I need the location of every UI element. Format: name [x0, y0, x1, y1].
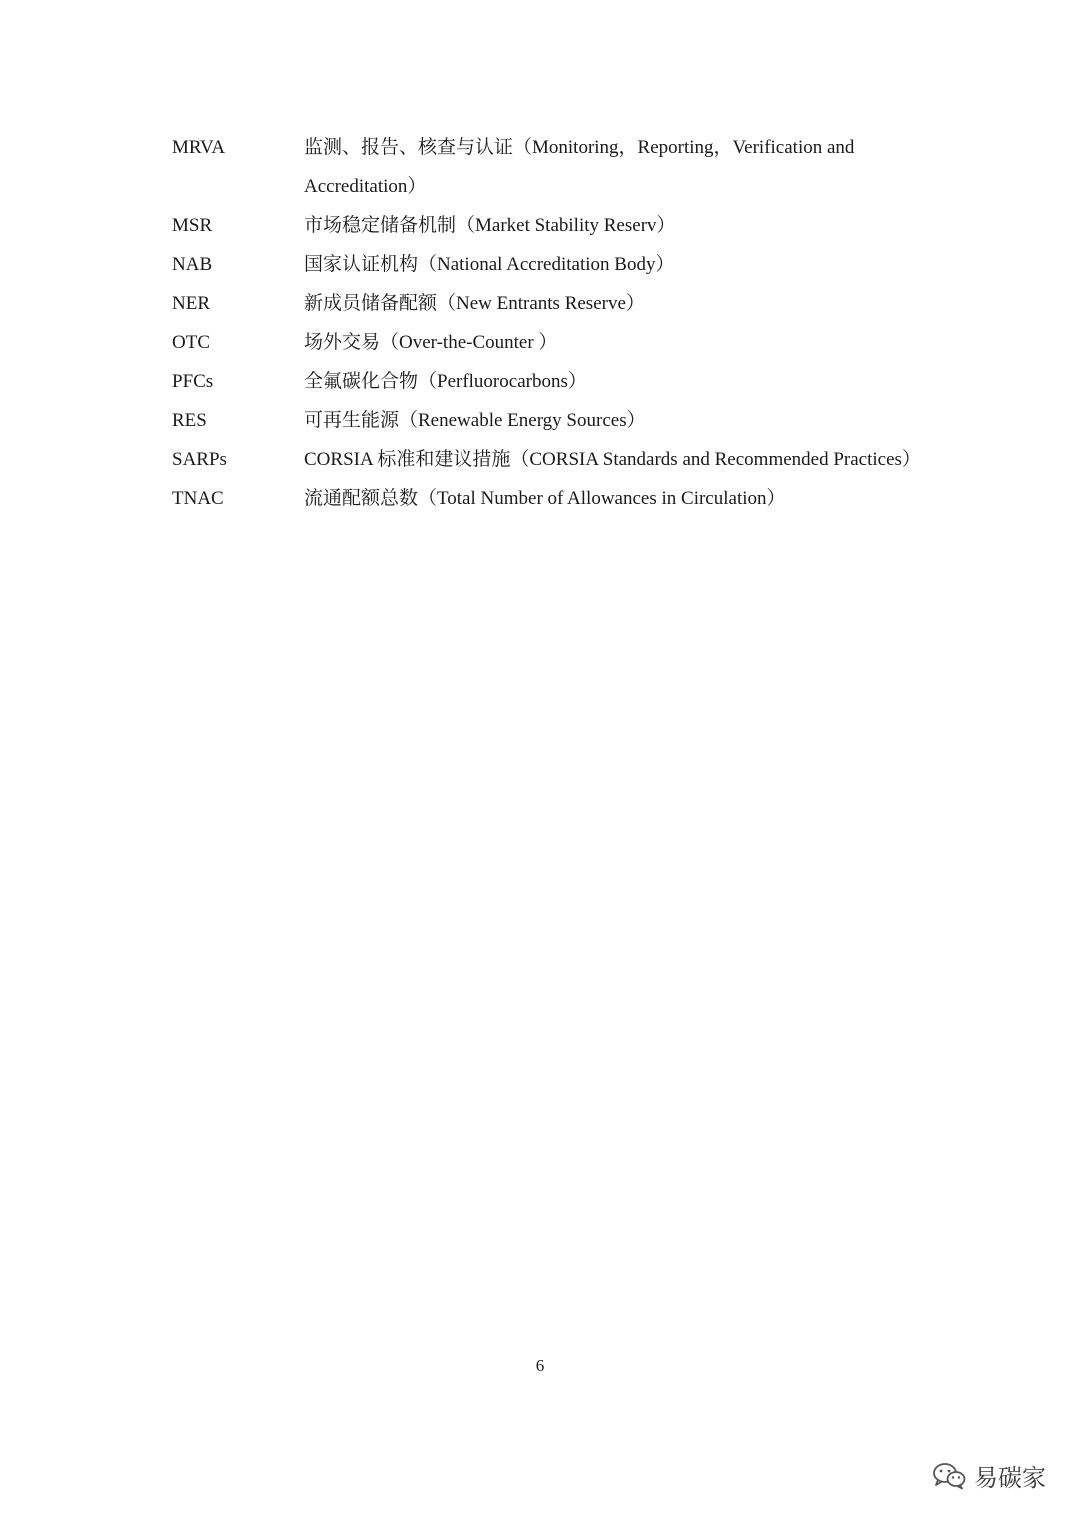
abbreviation-definition: 国家认证机构（National Accreditation Body）	[304, 254, 675, 275]
abbreviation-term: OTC	[172, 332, 210, 353]
list-item	[172, 284, 972, 323]
abbreviation-definition: 流通配额总数（Total Number of Allowances in Circulation）	[304, 488, 786, 509]
abbreviation-definition: 新成员储备配额（New Entrants Reserve）	[304, 293, 645, 314]
abbreviation-term: MSR	[172, 215, 213, 236]
abbreviation-term: PFCs	[172, 371, 214, 392]
abbreviation-term: TNAC	[172, 488, 224, 509]
abbreviation-term: SARPs	[172, 449, 227, 470]
list-item	[172, 401, 972, 440]
list-item	[172, 440, 972, 479]
abbreviation-definition: 可再生能源（Renewable Energy Sources）	[304, 410, 646, 431]
abbreviation-term: NAB	[172, 254, 213, 275]
list-item	[172, 362, 972, 401]
abbreviation-term: RES	[172, 410, 207, 431]
abbreviation-definition: CORSIA 标准和建议措施（CORSIA Standards and Recommended Practices）	[304, 449, 921, 470]
abbreviation-definition: 市场稳定储备机制（Market Stability Reserv）	[304, 215, 676, 236]
abbreviation-term: NER	[172, 293, 210, 314]
list-item	[172, 206, 972, 245]
abbreviation-definition: 场外交易（Over-the-Counter ）	[304, 332, 558, 353]
list-item	[172, 479, 972, 518]
abbreviation-list	[172, 128, 972, 518]
abbreviation-definition: 监测、报告、核查与认证（Monitoring，Reporting，Verification and Accreditation）	[304, 137, 855, 197]
abbreviation-definition: 全氟碳化合物（Perfluorocarbons）	[304, 371, 587, 392]
list-item	[172, 128, 972, 206]
list-item	[172, 323, 972, 362]
wechat-icon	[932, 1462, 966, 1490]
watermark	[932, 1458, 1046, 1493]
abbreviation-term: MRVA	[172, 137, 226, 158]
page-number: 6	[535, 1356, 545, 1375]
watermark-text: 易碳家	[974, 1464, 1046, 1492]
list-item	[172, 245, 972, 284]
